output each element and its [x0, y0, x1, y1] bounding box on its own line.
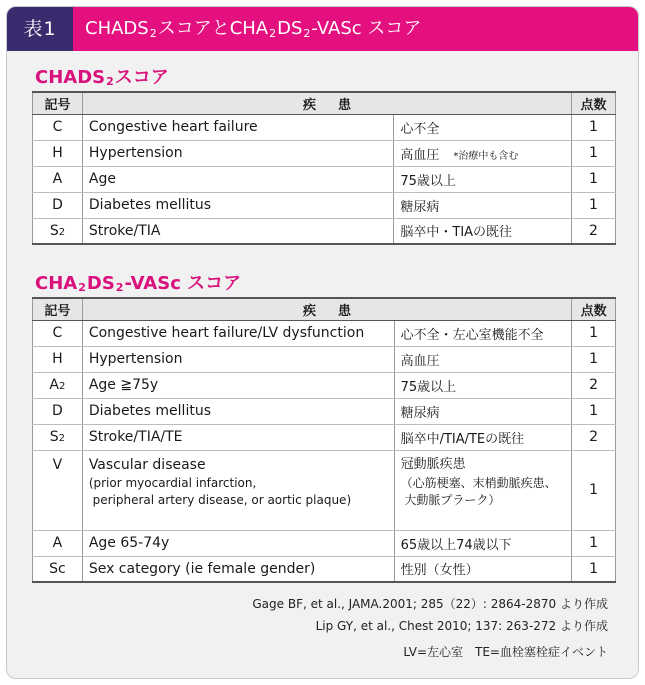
chads2vasc-table: [32, 297, 616, 583]
table-row: [33, 218, 616, 244]
figure-title: CHADS2スコアとCHA2DS2-VASc スコア: [85, 18, 422, 40]
table-row: [33, 114, 616, 140]
abbreviations-note: LV=左心室 TE=血栓塞栓症イベント: [403, 645, 608, 659]
row-disease: Age 65-74y: [82, 530, 394, 556]
row-points: 1: [572, 450, 616, 530]
row-disease: Hypertension: [82, 140, 393, 166]
table-row: [33, 398, 616, 424]
row-code: C: [33, 114, 83, 140]
row-disease-jp: 糖尿病: [394, 398, 572, 424]
row-disease-jp: 糖尿病: [394, 192, 572, 218]
row-code: A: [33, 166, 83, 192]
row-disease-jp: 心不全・左心室機能不全: [394, 320, 572, 346]
row-points: 1: [572, 320, 616, 346]
row-points: 1: [572, 398, 616, 424]
row-points: 2: [572, 372, 616, 398]
disease-header: 疾患: [82, 298, 571, 320]
row-code: A: [33, 530, 83, 556]
table-row: [33, 192, 616, 218]
row-disease-jp: 性別（女性）: [394, 556, 572, 582]
row-disease: Age ≧75y: [82, 372, 394, 398]
row-code: H: [33, 346, 83, 372]
row-disease: Sex category (ie female gender): [82, 556, 394, 582]
row-points: 1: [572, 192, 616, 218]
row-disease-jp: 75歳以上: [394, 372, 572, 398]
row-points: 1: [572, 166, 616, 192]
table-row: [33, 424, 616, 450]
row-code: D: [33, 398, 83, 424]
row-code: S2: [33, 424, 83, 450]
row-code: A2: [33, 372, 83, 398]
row-disease: Congestive heart failure/LV dysfunction: [82, 320, 394, 346]
chads2-table: [32, 91, 616, 245]
code-header: 記号: [33, 298, 83, 320]
points-header: 点数: [572, 92, 616, 114]
row-disease-jp: 脳卒中・TIAの既往: [394, 218, 572, 244]
table-row: [33, 320, 616, 346]
row-disease-jp: 75歳以上: [394, 166, 572, 192]
row-code: V: [33, 450, 83, 530]
reference-lip: Lip GY, et al., Chest 2010; 137: 263-272 より作成: [315, 619, 608, 633]
row-points: 2: [572, 218, 616, 244]
row-code: C: [33, 320, 83, 346]
row-disease-jp: 高血圧: [394, 346, 572, 372]
table-number-label: 表1: [7, 7, 73, 51]
disease-header: 疾患: [82, 92, 571, 114]
row-points: 1: [572, 140, 616, 166]
row-disease: Age: [82, 166, 393, 192]
reference-gage: Gage BF, et al., JAMA.2001; 285（22）: 2864-2870 より作成: [252, 597, 608, 611]
row-disease-jp: 冠動脈疾患 （心筋梗塞、末梢動脈疾患、 大動脈プラーク）: [394, 450, 572, 530]
row-code: H: [33, 140, 83, 166]
row-points: 1: [572, 556, 616, 582]
row-disease: Congestive heart failure: [82, 114, 393, 140]
row-disease: Diabetes mellitus: [82, 192, 393, 218]
table-row: [33, 556, 616, 582]
row-disease: Diabetes mellitus: [82, 398, 394, 424]
row-points: 2: [572, 424, 616, 450]
row-points: 1: [572, 346, 616, 372]
row-disease-jp: 心不全: [394, 114, 572, 140]
chads2-section-title: CHADS2スコア: [35, 67, 169, 88]
row-disease-jp: 65歳以上74歳以下: [394, 530, 572, 556]
chads2vasc-section-title: CHA2DS2-VASc スコア: [35, 273, 242, 294]
row-disease: Stroke/TIA/TE: [82, 424, 394, 450]
table-row: [33, 372, 616, 398]
table-row: [33, 140, 616, 166]
figure-card: [6, 6, 639, 679]
treatment-note: *治療中も含む: [453, 150, 519, 162]
table-row: [33, 166, 616, 192]
row-disease: Stroke/TIA: [82, 218, 393, 244]
table-header-row: [33, 92, 616, 114]
row-disease: Hypertension: [82, 346, 394, 372]
table-header-row: [33, 298, 616, 320]
row-points: 1: [572, 114, 616, 140]
table-row: [33, 450, 616, 530]
row-code: S2: [33, 218, 83, 244]
header-bar: [7, 7, 639, 51]
row-code: D: [33, 192, 83, 218]
points-header: 点数: [572, 298, 616, 320]
code-header: 記号: [33, 92, 83, 114]
row-code: Sc: [33, 556, 83, 582]
row-disease: Vascular disease (prior myocardial infarction, peripheral artery disease, or aortic plaque): [82, 450, 394, 530]
row-disease-jp: 高血圧 *治療中も含む: [394, 140, 572, 166]
table-row: [33, 530, 616, 556]
table-row: [33, 346, 616, 372]
row-points: 1: [572, 530, 616, 556]
row-disease-jp: 脳卒中/TIA/TEの既往: [394, 424, 572, 450]
